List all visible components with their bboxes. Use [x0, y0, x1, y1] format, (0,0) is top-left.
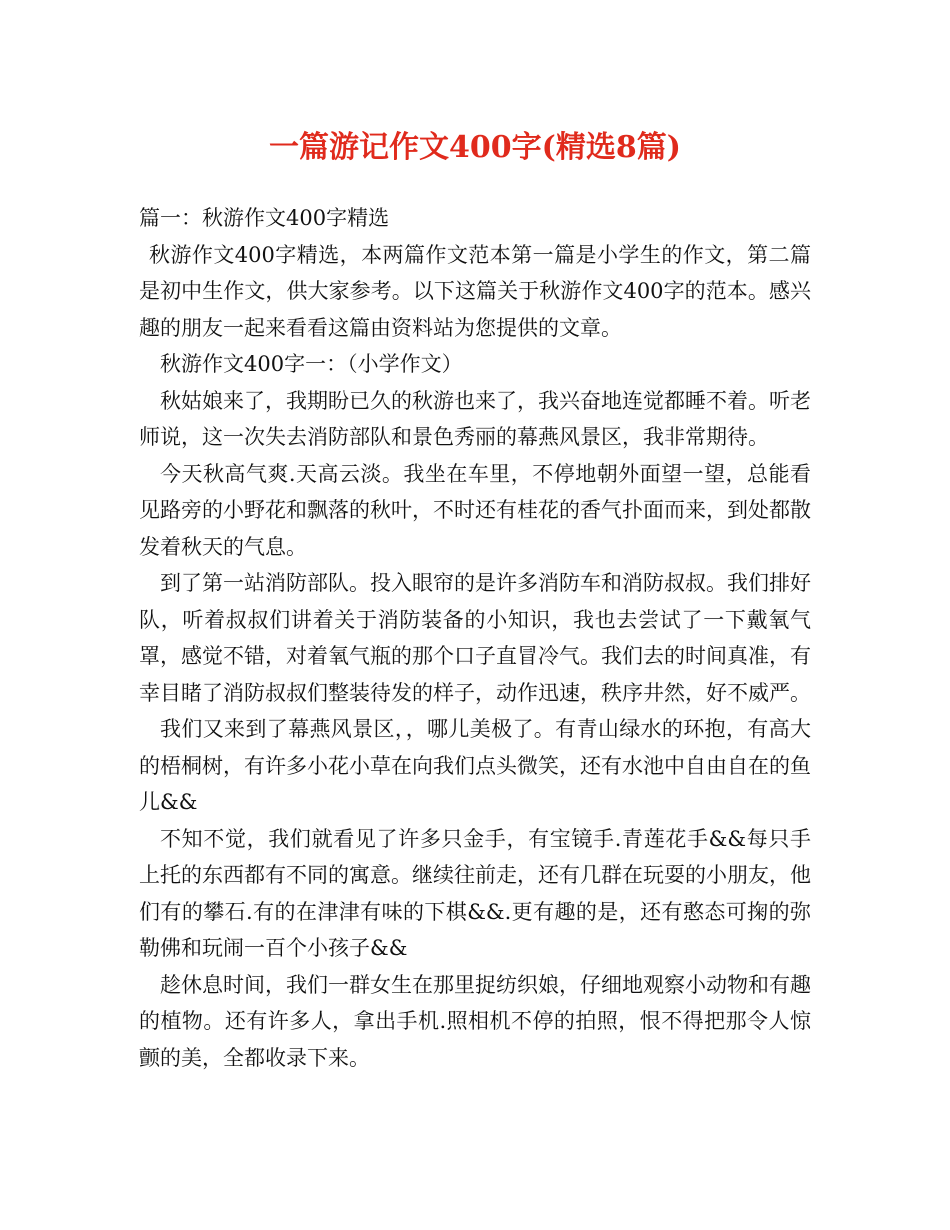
paragraph: 秋游作文400字精选，本两篇作文范本第一篇是小学生的作文，第二篇是初中生作文，供大家参考。以下这篇关于秋游作文400字的范本。感兴趣的朋友一起来看看这篇由资料站为您提供的文章。 — [139, 242, 811, 340]
paragraph: 我们又来到了幕燕风景区，，哪儿美极了。有青山绿水的环抱，有高大的梧桐树，有许多小花小草在向我们点头微笑，还有水池中自由自在的鱼儿&& — [139, 717, 811, 814]
document-body — [139, 200, 811, 1076]
paragraph: 不知不觉，我们就看见了许多只金手，有宝镜手.青莲花手&&每只手上托的东西都有不同的寓意。继续往前走，还有几群在玩耍的小朋友，他们有的攀石.有的在津津有味的下棋&&.更有趣的是，还有憨态可掬的弥勒佛和玩闹一百个小孩子&& — [139, 826, 811, 960]
paragraph: 到了第一站消防部队。投入眼帘的是许多消防车和消防叔叔。我们排好队，听着叔叔们讲着关于消防装备的小知识，我也去尝试了一下戴氧气罩，感觉不错，对着氧气瓶的那个口子直冒冷气。我们去的时间真准，有幸目睹了消防叔叔们整装待发的样子，动作迅速，秩序井然，好不威严。 — [139, 571, 811, 705]
paragraph: 趁休息时间，我们一群女生在那里捉纺织娘，仔细地观察小动物和有趣的植物。还有许多人，拿出手机.照相机不停的拍照，恨不得把那令人惊颤的美，全都收录下来。 — [139, 972, 811, 1070]
document-title: 一篇游记作文400字(精选8篇) — [269, 130, 681, 165]
paragraph: 秋游作文400字一：（小学作文） — [160, 352, 463, 376]
section-heading: 篇一：秋游作文400字精选 — [139, 206, 390, 230]
paragraph: 今天秋高气爽.天高云淡。我坐在车里，不停地朝外面望一望，总能看见路旁的小野花和飘落的秋叶，不时还有桂花的香气扑面而来，到处都散发着秋天的气息。 — [139, 461, 811, 559]
paragraph: 秋姑娘来了，我期盼已久的秋游也来了，我兴奋地连觉都睡不着。听老师说，这一次失去消防部队和景色秀丽的幕燕风景区，我非常期待。 — [139, 388, 811, 449]
